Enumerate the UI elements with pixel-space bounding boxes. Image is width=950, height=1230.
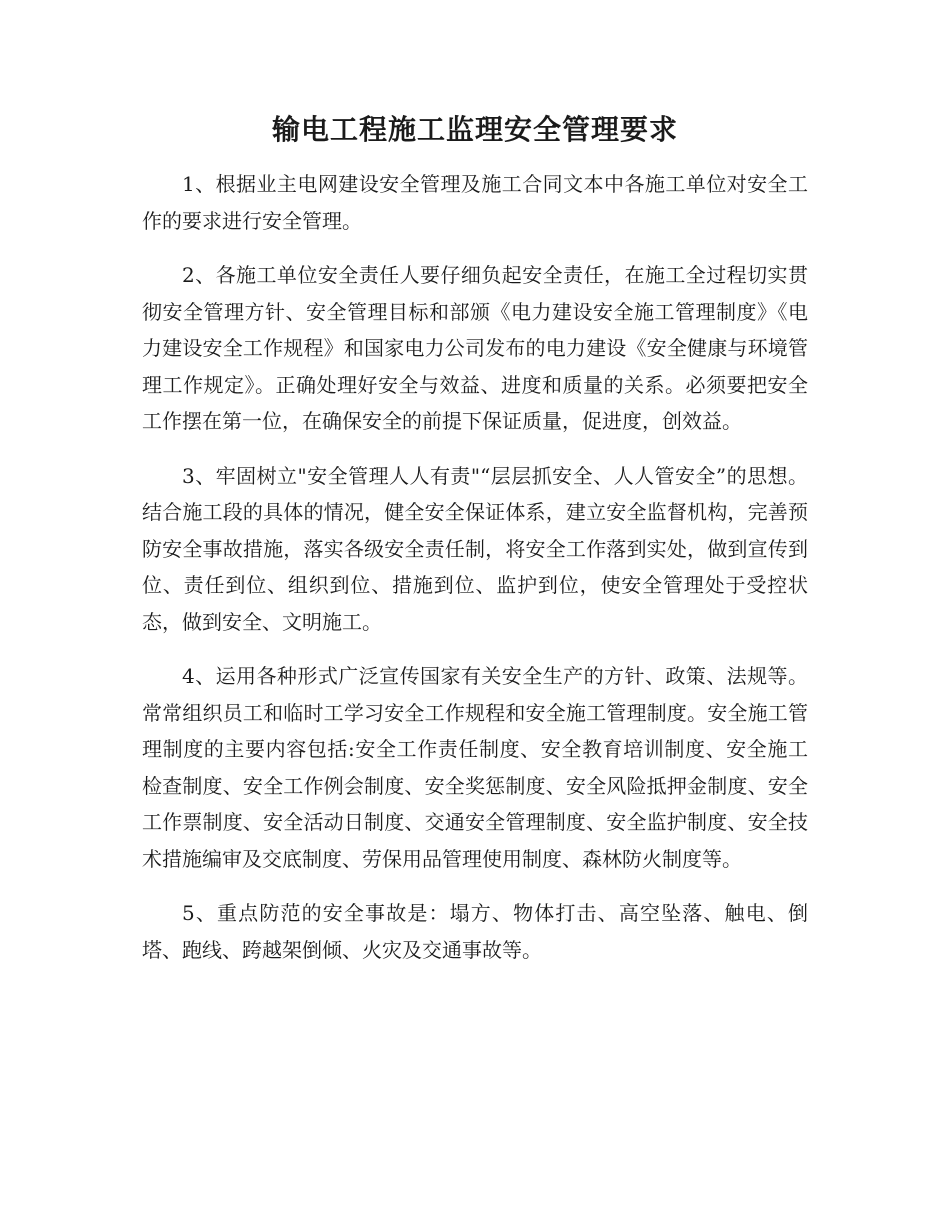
paragraph-3: 3、牢固树立"安全管理人人有责"“层层抓安全、人人管安全”的思想。结合施工段的具体的情况，健全安全保证体系，建立安全监督机构，完善预防安全事故措施，落实各级安全责任制，将安全工作落到实处，做到宣传到位、责任到位、组织到位、措施到位、监护到位，使安全管理处于受控状态，做到安全、文明施工。 xyxy=(142,463,808,634)
paragraph-5: 5、重点防范的安全事故是：塌方、物体打击、高空坠落、触电、倒塔、跑线、跨越架倒倾、火灾及交通事故等。 xyxy=(142,901,808,962)
paragraph-1: 1、根据业主电网建设安全管理及施工合同文本中各施工单位对安全工作的要求进行安全管理。 xyxy=(142,172,808,233)
paragraph-4: 4、运用各种形式广泛宣传国家有关安全生产的方针、政策、法规等。常常组织员工和临时工学习安全工作规程和安全施工管理制度。安全施工管理制度的主要内容包括:安全工作责任制度、安全教育培训制度、安全施工检查制度、安全工作例会制度、安全奖惩制度、安全风险抵押金制度、安全工作票制度、安全活动日制度、交通安全管理制度、安全监护制度、安全技术措施编审及交底制度、劳保用品管理使用制度、森林防火制度等。 xyxy=(142,664,808,871)
document-body xyxy=(142,166,808,986)
paragraph-2: 2、各施工单位安全责任人要仔细负起安全责任，在施工全过程切实贯彻安全管理方针、安全管理目标和部颁《电力建设安全施工管理制度》《电力建设安全工作规程》和国家电力公司发布的电力建设《安全健康与环境管理工作规定》。正确处理好安全与效益、进度和质量的关系。必须要把安全工作摆在第一位，在确保安全的前提下保证质量，促进度，创效益。 xyxy=(142,263,808,433)
document-title: 输电工程施工监理安全管理要求 xyxy=(271,113,678,146)
